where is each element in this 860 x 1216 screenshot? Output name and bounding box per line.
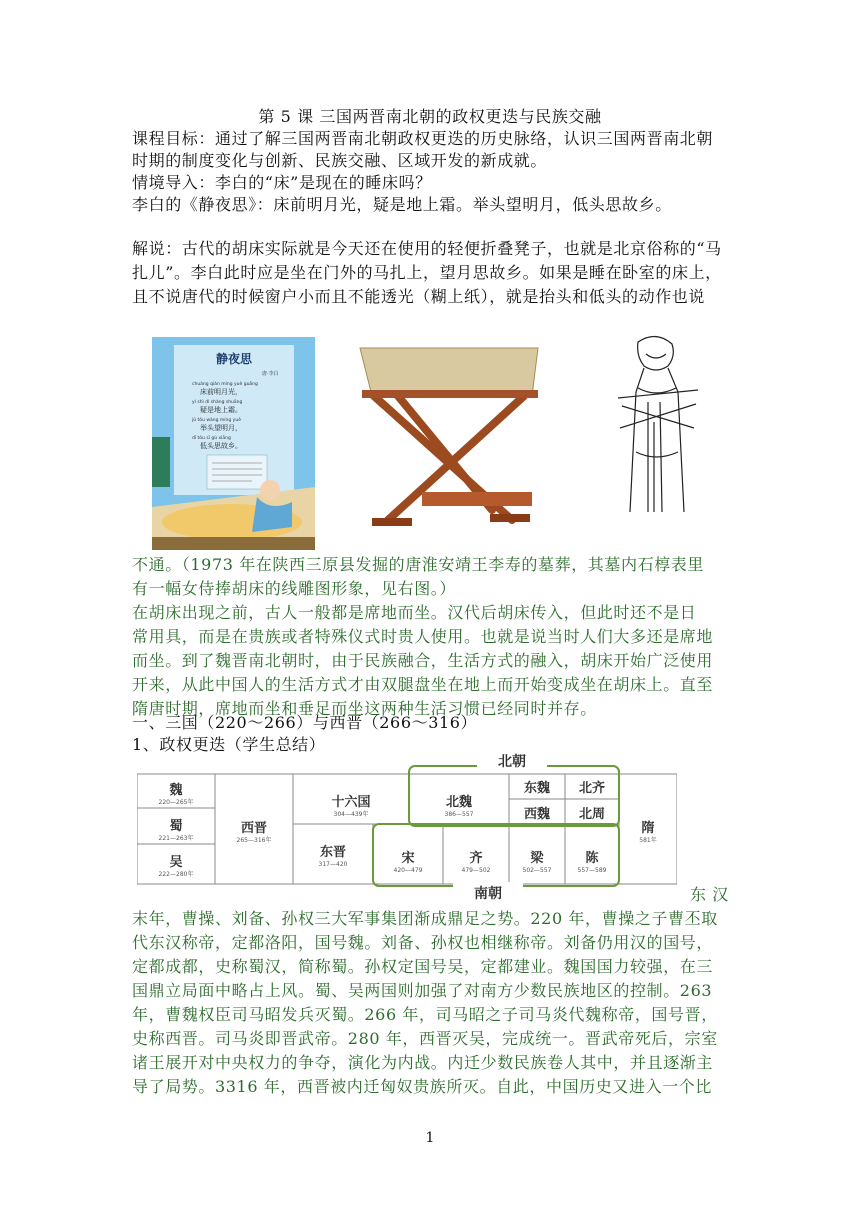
history-line-7: 诸王展开对中央权力的争夺，演化为内战。内迁少数民族卷人其中，并且逐渐主 xyxy=(132,1053,714,1072)
verse-3: 举头望明月， xyxy=(200,424,242,432)
liang-years: 502—557 xyxy=(522,867,552,874)
chen-years: 557—589 xyxy=(577,867,607,874)
poem-line: 李白的《静夜思》：床前明月光，疑是地上霜。举头望明月，低头思故乡。 xyxy=(132,195,672,214)
dongwei-label: 东魏 xyxy=(523,781,551,796)
chen-label: 陈 xyxy=(585,851,599,866)
para-line-1: 在胡床出现之前，古人一般都是席地而坐。汉代后胡床传入，但此时还不是日 xyxy=(132,603,697,622)
wei-years: 220—265年 xyxy=(158,799,194,806)
north-dynasties-label: 北朝 xyxy=(498,754,526,770)
lesson-title: 第 5 课 三国两晋南北朝的政权更迭与民族交融 xyxy=(258,107,602,126)
verse-1: 床前明月光， xyxy=(200,388,242,396)
history-line-8: 导了局势。3316 年，西晋被内迁匈奴贵族所灭。自此，中国历史又进入一个比 xyxy=(132,1077,713,1096)
history-line-1: 末年，曹操、刘备、孙权三大军事集团渐成鼎足之势。220 年，曹操之子曹丕取 xyxy=(132,909,718,928)
sui-label: 隋 xyxy=(641,821,655,836)
folding-stool-image xyxy=(352,342,548,534)
page-number: 1 xyxy=(425,1130,435,1146)
explain-line-3: 且不说唐代的时候窗户小而且不能透光（糊上纸），就是抬头和低头的动作也说 xyxy=(132,287,706,306)
wu-years: 222—280年 xyxy=(158,871,194,878)
pinyin-1: chuáng qián míng yuè guāng xyxy=(192,382,258,387)
history-line-2: 代东汉称帝，定都洛阳，国号魏。刘备、孙权也相继称帝。刘备仍用汉的国号， xyxy=(132,933,714,952)
course-goal-line-1: 课程目标：通过了解三国两晋南北朝政权更迭的历史脉络，认识三国两晋南北朝 xyxy=(132,129,714,148)
qi-label: 齐 xyxy=(469,851,483,866)
after-image-line-1: 不通。（1973 年在陕西三原县发掘的唐淮安靖王李寿的墓葬，其墓内石椁表里 xyxy=(132,555,705,574)
xijin-years: 265—316年 xyxy=(236,837,272,844)
pinyin-2: yí shì dì shàng shuāng xyxy=(192,400,243,405)
maid-line-drawing xyxy=(608,332,704,514)
book-author: 唐·李白 xyxy=(262,371,279,377)
qi-years: 479—502 xyxy=(461,867,491,874)
wu-label: 吴 xyxy=(169,855,183,870)
book-title: 静夜思 xyxy=(215,352,253,366)
para-line-2: 常用具，而是在贵族或者特殊仪式时贵人使用。也就是说当时人们大多还是席地 xyxy=(132,627,714,646)
beizhou-label: 北周 xyxy=(578,807,606,822)
history-line-5: 年，曹魏权臣司马昭发兵灭蜀。266 年，司马昭之子司马炎代魏称帝，国号晋， xyxy=(132,1005,718,1024)
beiwei-label: 北魏 xyxy=(445,795,473,810)
shiliuguo-years: 304—439年 xyxy=(333,811,369,818)
explain-line-1: 解说：古代的胡床实际就是今天还在使用的轻便折叠凳子，也就是北京俗称的“马 xyxy=(132,239,722,258)
history-line-6: 史称西晋。司马炎即晋武帝。280 年，西晋灭吴，完成统一。晋武帝死后，宗室 xyxy=(132,1029,718,1048)
course-goal-line-2: 时期的制度变化与创新、民族交融、区域开发的新成就。 xyxy=(132,151,548,170)
para-line-4: 开来，从此中国人的生活方式才由双腿盘坐在地上而开始变成坐在胡床上。直至 xyxy=(132,675,714,694)
dongjin-years: 317—420 xyxy=(318,861,348,868)
pinyin-3: jǔ tóu wàng míng yuè xyxy=(192,418,241,423)
song-label: 宋 xyxy=(401,851,415,866)
history-line-3: 定都成都，史称蜀汉，简称蜀。孙权定国号吴，定都建业。魏国国力较强，在三 xyxy=(132,957,714,976)
after-image-line-2: 有一幅女侍捧胡床的线雕图形象，见右图。） xyxy=(132,579,457,598)
liang-label: 梁 xyxy=(530,851,544,866)
dongjin-label: 东晋 xyxy=(319,845,347,860)
wei-label: 魏 xyxy=(169,783,183,798)
shu-label: 蜀 xyxy=(169,819,183,834)
history-line-4: 国鼎立局面中略占上风。蜀、吴两国则加强了对南方少数民族地区的控制。263 xyxy=(132,981,713,1000)
south-dynasties-label: 南朝 xyxy=(474,886,502,900)
para-line-5: 隋唐时期，席地而坐和垂足而坐这两种生活习惯已经同时并存。 xyxy=(132,699,597,718)
sui-years: 581年 xyxy=(639,837,657,844)
poem-book-illustration xyxy=(152,337,315,550)
beiqi-label: 北齐 xyxy=(578,781,606,796)
verse-4: 低头思故乡。 xyxy=(200,442,242,450)
shiliuguo-label: 十六国 xyxy=(331,795,371,810)
east-han-label: 东 汉 xyxy=(690,885,729,904)
para-line-3: 而坐。到了魏晋南北朝时，由于民族融合，生活方式的融入，胡床开始广泛使用 xyxy=(132,651,714,670)
beiwei-years: 386—557 xyxy=(444,811,474,818)
dynasty-timeline xyxy=(137,752,677,900)
verse-2: 疑是地上霜。 xyxy=(200,406,242,414)
xijin-label: 西晋 xyxy=(240,821,268,836)
section-heading: 一、三国（220～266）与西晋（266～316） xyxy=(132,713,478,732)
scenario-intro: 情境导入：李白的“床”是现在的睡床吗？ xyxy=(132,173,432,192)
shu-years: 221—263年 xyxy=(158,835,194,842)
xiwei-label: 西魏 xyxy=(523,807,551,822)
explain-line-2: 扎儿”。李白此时应是坐在门外的马扎上，望月思故乡。如果是睡在卧室的床上， xyxy=(132,263,722,282)
pinyin-4: dī tóu sī gù xiāng xyxy=(192,436,231,441)
song-years: 420—479 xyxy=(393,867,423,874)
subsection-heading: 1、政权更迭（学生总结） xyxy=(132,735,326,754)
